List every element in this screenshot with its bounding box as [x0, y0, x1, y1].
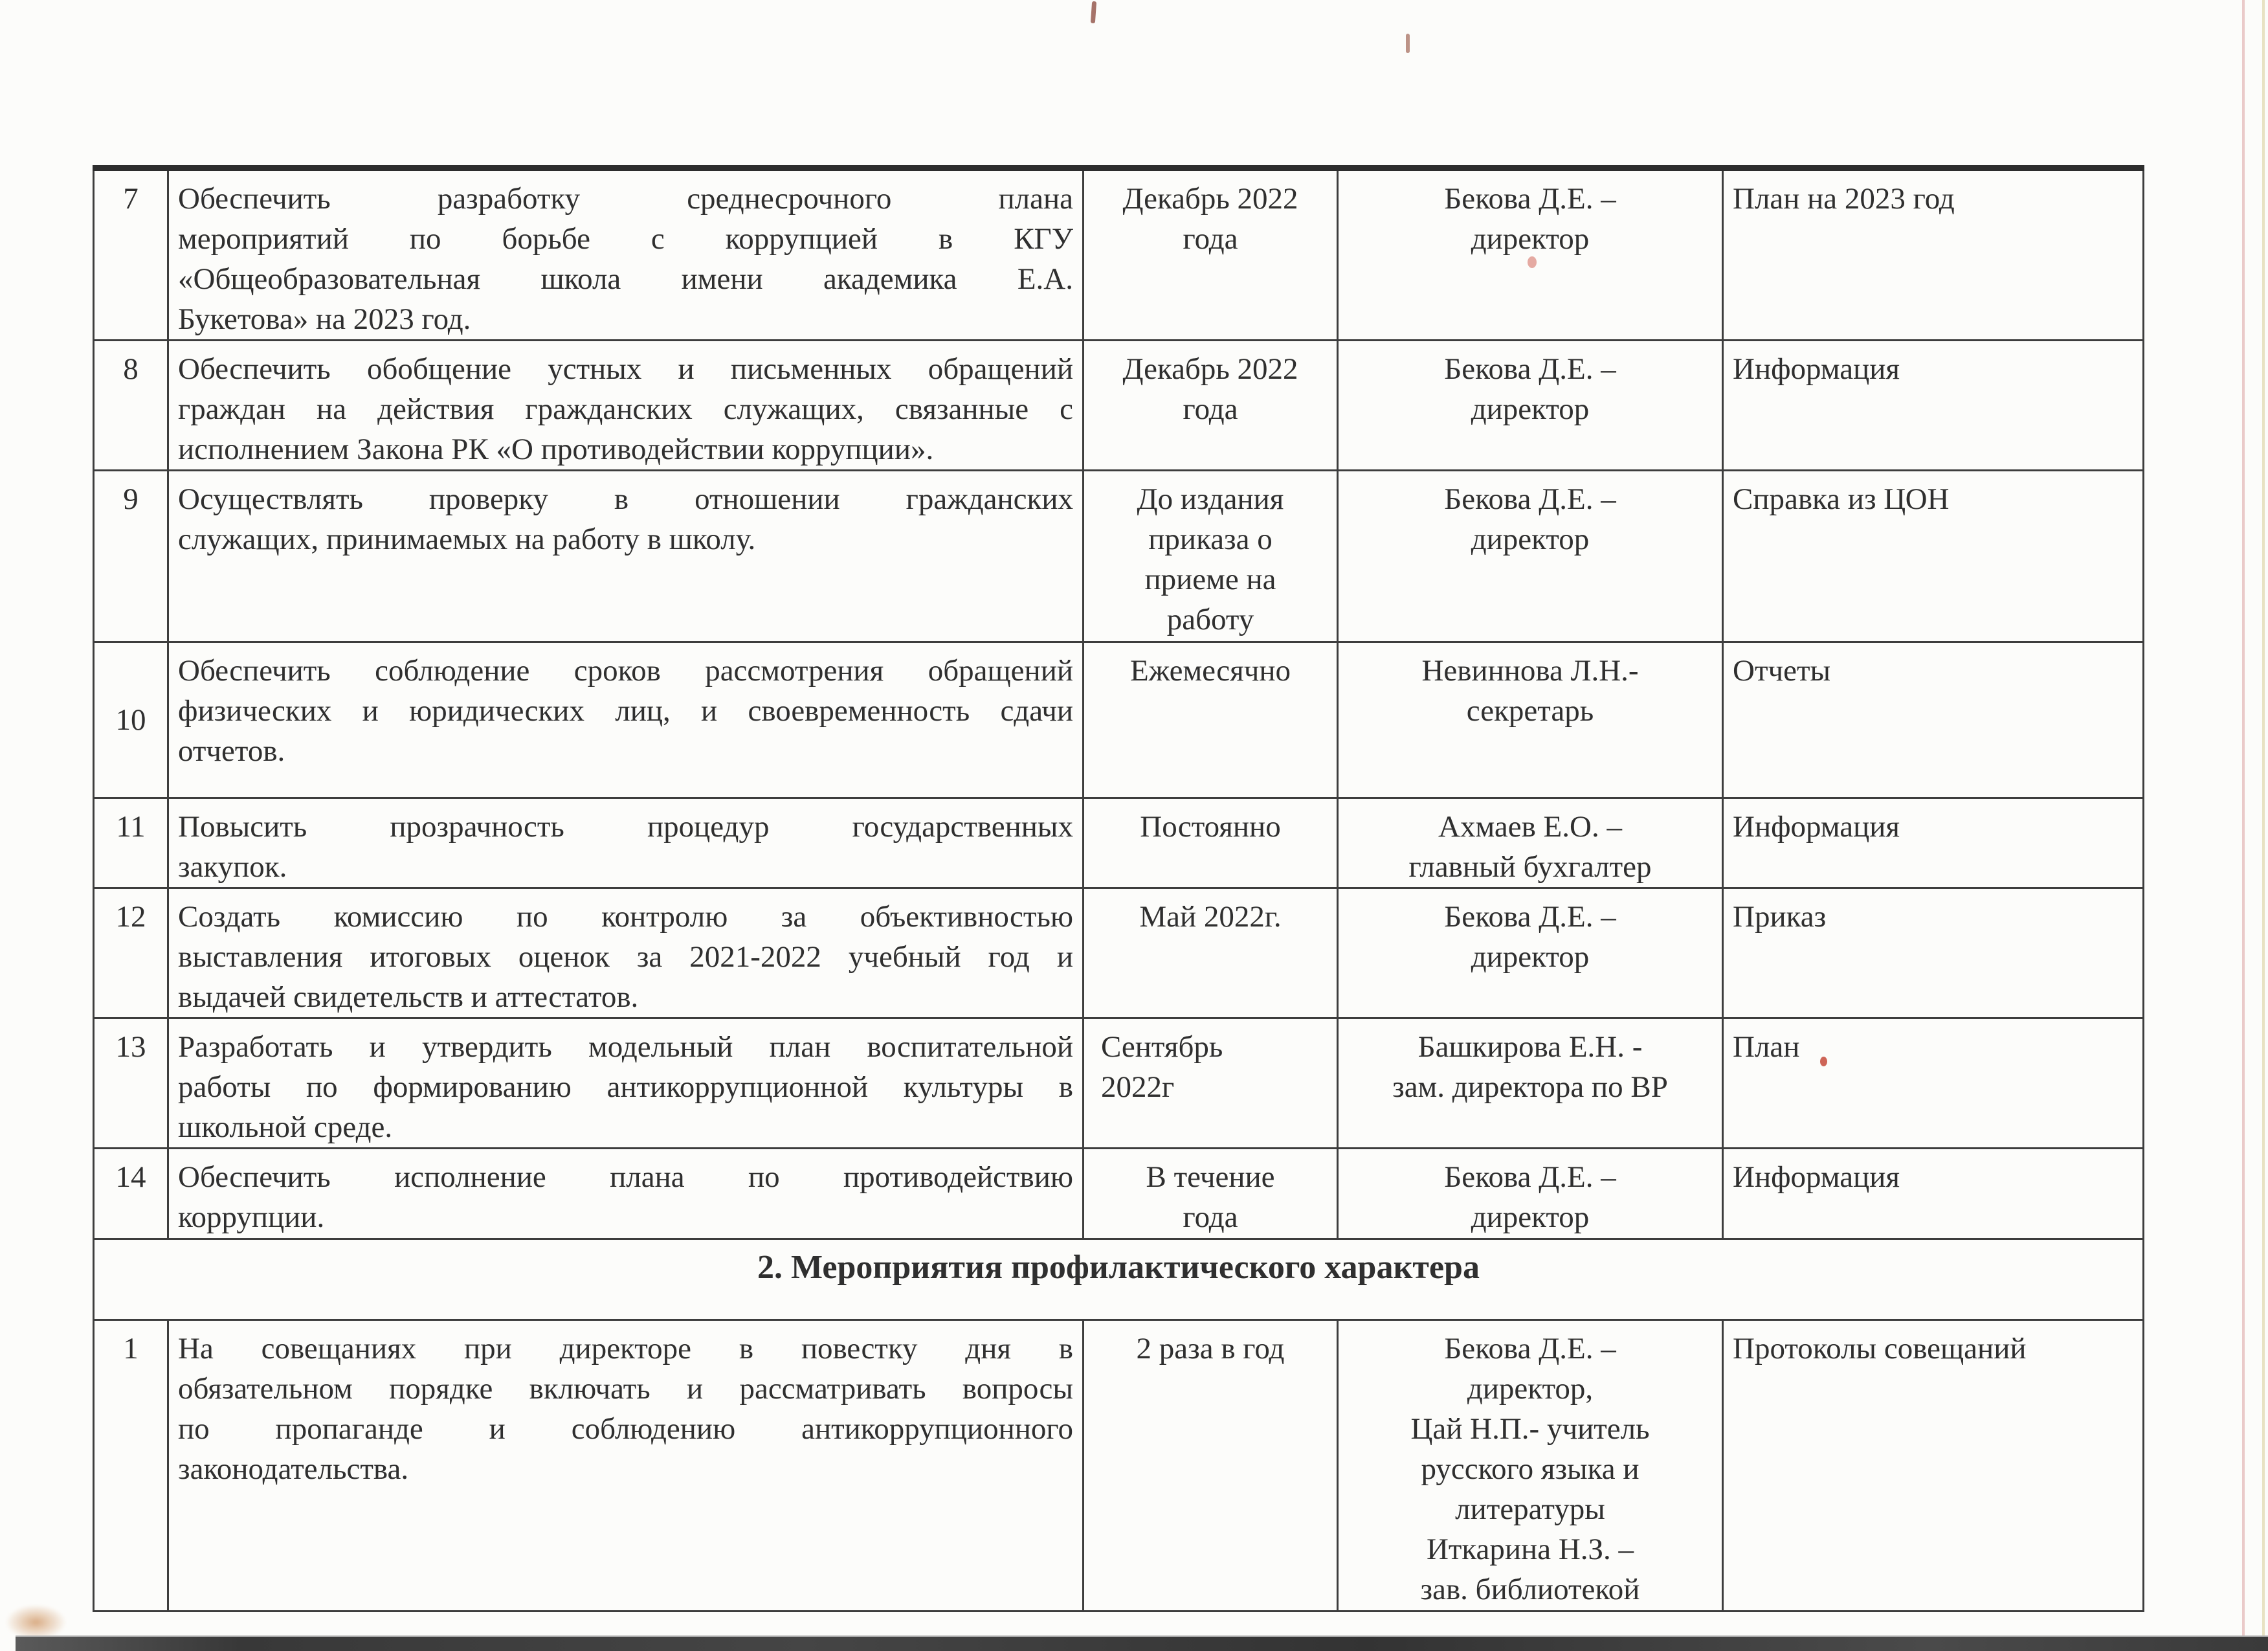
activity-cell: Повысить прозрачность процедур государственных закупок. [168, 798, 1084, 888]
row-number: 11 [94, 798, 168, 888]
row-number: 9 [94, 471, 168, 642]
responsible-cell: Ахмаев Е.О. – главный бухгалтер [1338, 798, 1723, 888]
scan-speck [1091, 1, 1096, 23]
table-row [94, 1018, 2144, 1149]
row-number: 10 [94, 642, 168, 798]
activity-cell: Осуществлять проверку в отношении гражданских служащих, принимаемых на работу в школу. [168, 471, 1084, 642]
result-cell: План на 2023 год [1723, 168, 2144, 341]
deadline-cell: Сентябрь 2022г [1084, 1018, 1338, 1149]
result-cell: План [1723, 1018, 2144, 1149]
page-edge-line [2262, 0, 2265, 1635]
table-row [94, 341, 2144, 471]
responsible-cell: Башкирова Е.Н. - зам. директора по ВР [1338, 1018, 1723, 1149]
row-number: 14 [94, 1149, 168, 1239]
row-number: 1 [94, 1320, 168, 1612]
activity-cell: Обеспечить исполнение плана по противодействию коррупции. [168, 1149, 1084, 1239]
row-number: 7 [94, 168, 168, 341]
anti-corruption-plan-table [93, 165, 2144, 1612]
result-cell: Отчеты [1723, 642, 2144, 798]
responsible-cell: Бекова Д.Е. – директор [1338, 168, 1723, 341]
result-cell: Информация [1723, 1149, 2144, 1239]
activity-cell: Обеспечить соблюдение сроков рассмотрения обращений физических и юридических лиц, и своевременность сдачи отчетов. [168, 642, 1084, 798]
responsible-cell: Бекова Д.Е. – директор, Цай Н.П.- учитель русского языка и литературы Иткарина Н.З. – зав. библиотекой [1338, 1320, 1723, 1612]
activity-cell: Обеспечить разработку среднесрочного плана мероприятий по борьбе с коррупцией в КГУ «Общеобразовательная школа имени академика Е.А. Букетова» на 2023 год. [168, 168, 1084, 341]
table-row [94, 168, 2144, 341]
deadline-cell: Постоянно [1084, 798, 1338, 888]
table-row [94, 642, 2144, 798]
responsible-cell: Бекова Д.Е. – директор [1338, 888, 1723, 1018]
table-row [94, 1149, 2144, 1239]
activity-cell: Разработать и утвердить модельный план воспитательной работы по формированию антикоррупционной культуры в школьной среде. [168, 1018, 1084, 1149]
activity-cell: Обеспечить обобщение устных и письменных обращений граждан на действия гражданских служащих, связанные с исполнением Закона РК «О противодействии коррупции». [168, 341, 1084, 471]
table-row [94, 888, 2144, 1018]
table-row [94, 471, 2144, 642]
deadline-cell: 2 раза в год [1084, 1320, 1338, 1612]
deadline-cell: Декабрь 2022 года [1084, 168, 1338, 341]
deadline-cell: До издания приказа о приеме на работу [1084, 471, 1338, 642]
result-cell: Протоколы совещаний [1723, 1320, 2144, 1612]
scanner-bottom-bar [16, 1635, 2268, 1651]
table-row [94, 798, 2144, 888]
responsible-cell: Бекова Д.Е. – директор [1338, 1149, 1723, 1239]
row-number: 8 [94, 341, 168, 471]
responsible-cell: Бекова Д.Е. – директор [1338, 341, 1723, 471]
deadline-cell: Май 2022г. [1084, 888, 1338, 1018]
activity-cell: Создать комиссию по контролю за объективностью выставления итоговых оценок за 2021-2022 учебный год и выдачей свидетельств и аттестатов. [168, 888, 1084, 1018]
result-cell: Информация [1723, 798, 2144, 888]
row-number: 12 [94, 888, 168, 1018]
scan-smudge [5, 1604, 67, 1640]
responsible-cell: Невиннова Л.Н.- секретарь [1338, 642, 1723, 798]
table-row [94, 1320, 2144, 1612]
result-cell: Справка из ЦОН [1723, 471, 2144, 642]
result-cell: Приказ [1723, 888, 2144, 1018]
deadline-cell: Ежемесячно [1084, 642, 1338, 798]
section-title: 2. Мероприятия профилактического характера [94, 1239, 2144, 1320]
page-edge-line [2242, 0, 2245, 1635]
row-number: 13 [94, 1018, 168, 1149]
responsible-cell: Бекова Д.Е. – директор [1338, 471, 1723, 642]
section-header-row [94, 1239, 2144, 1320]
deadline-cell: В течение года [1084, 1149, 1338, 1239]
scan-speck [1406, 34, 1410, 53]
activity-cell: На совещаниях при директоре в повестку дня в обязательном порядке включать и рассматривать вопросы по пропаганде и соблюдению антикоррупционного законодательства. [168, 1320, 1084, 1612]
result-cell: Информация [1723, 341, 2144, 471]
deadline-cell: Декабрь 2022 года [1084, 341, 1338, 471]
